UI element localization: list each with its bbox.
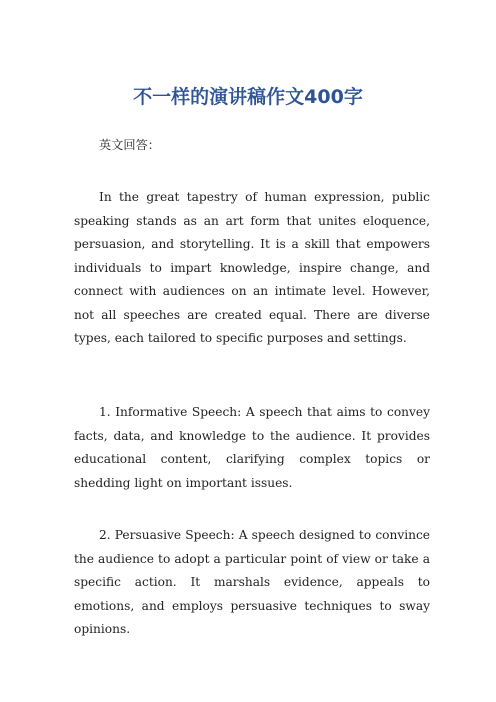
paragraph-intro: In the great tapestry of human expression, public speaking stands as an art form that unites eloquence, persuasion, and storytelling. It is a skill that empowers individuals to impart knowledge, inspire change, and connect with audiences on an intimate level. However, not all speeches are created equal. There are diverse types, each tailored to specific purposes and settings. xyxy=(74,190,430,345)
page-title: 不一样的演讲稿作文400字 xyxy=(133,86,363,108)
paragraph-persuasive-speech: 2. Persuasive Speech: A speech designed to convince the audience to adopt a particular point of view or take a specific action. It marshals evidence, appeals to emotions, and employs persuasive techniques to sway opinions. xyxy=(74,528,430,636)
paragraph-informative-speech: 1. Informative Speech: A speech that aims to convey facts, data, and knowledge to the audience. It provides educational content, clarifying complex topics or shedding light on important issues. xyxy=(74,405,430,490)
answer-label: 英文回答： xyxy=(99,138,160,152)
